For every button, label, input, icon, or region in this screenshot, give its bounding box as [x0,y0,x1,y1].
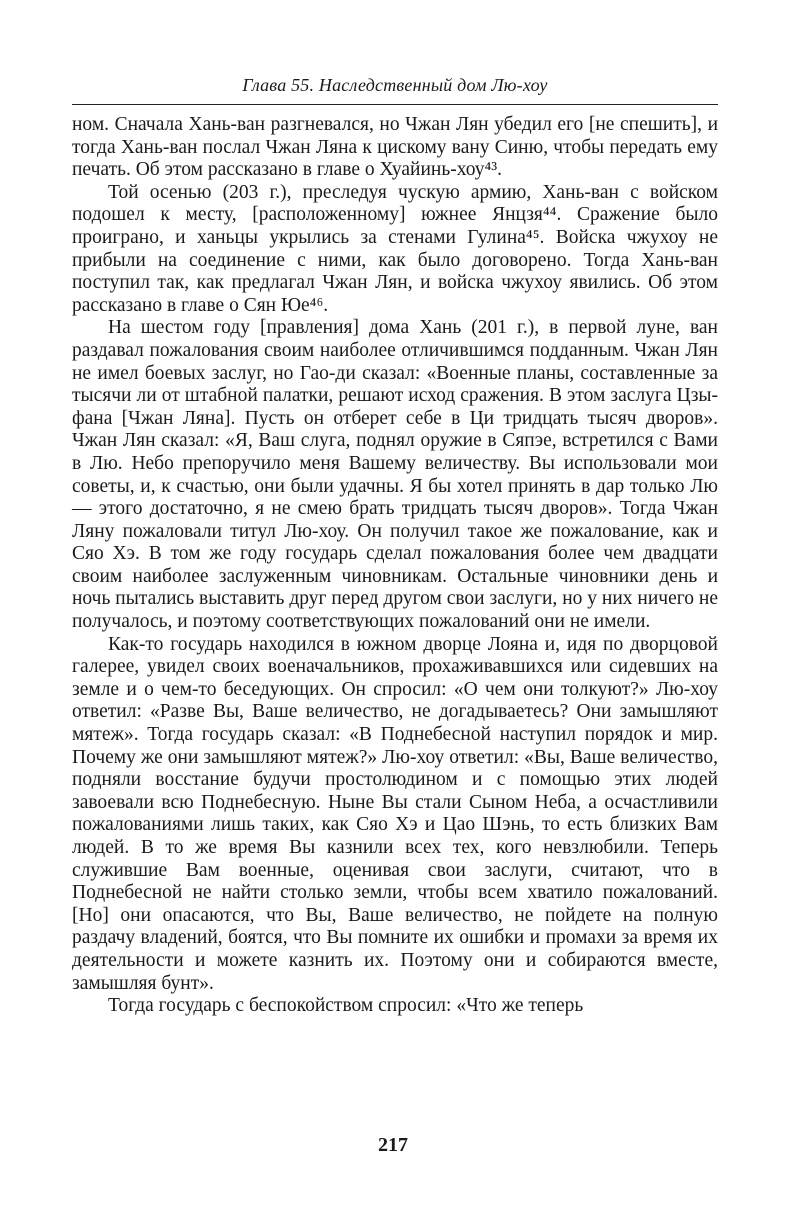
header-rule [72,104,718,105]
paragraph-1: ном. Сначала Хань-ван разгневался, но Чжан Лян убедил его [не спешить], и тогда Хань-ван послал Чжан Ляна к цискому вану Синю, чтобы передать ему печать. Об этом рассказано в главе о Хуайинь-хоу⁴³. [72,114,718,181]
page-number: 217 [378,1134,408,1156]
paragraph-5: Тогда государь с беспокойством спросил: «Что же теперь [108,995,584,1017]
paragraph-3: На шестом году [правления] дома Хань (201 г.), в первой луне, ван раздавал пожалования своим наиболее отличившимся подданным. Чжан Лян не имел боевых заслуг, но Гао-ди сказал: «Военные планы, составленные за тысячи ли от штабной палатки, решают исход сражения. В этом заслуга Цзы-фана [Чжан Ляна]. Пусть он отберет себе в Ци тридцать тысяч дворов». Чжан Лян сказал: «Я, Ваш слуга, поднял оружие в Сяпэе, встретился с Вами в Лю. Небо препоручило меня Вашему величеству. Вы использовали мои советы, и, к счастью, они были удачны. Я бы хотел принять в дар только Лю — этого достаточно, я не смею брать тридцать тысяч дворов». Тогда Чжан Ляну пожаловали титул Лю-хоу. Он получил такое же пожалование, как и Сяо Хэ. В том же году государь сделал пожалования более чем двадцати своим наиболее заслуженным чиновникам. Остальные чиновники день и ночь пытались выставить друг перед другом свои заслуги, но у них ничего не получалось, и поэтому соответствующих пожалований они не имели. [72,317,718,633]
body-text [72,114,718,1018]
running-head: Глава 55. Наследственный дом Лю-хоу [242,75,548,95]
paragraph-4: Как-то государь находился в южном дворце Лояна и, идя по дворцовой галерее, увидел своих военачальников, прохаживавшихся или сидевших на земле и о чем-то беседующих. Он спросил: «О чем они толкуют?» Лю-хоу ответил: «Разве Вы, Ваше величество, не догадываетесь? Они замышляют мятеж». Тогда государь сказал: «В Поднебесной наступил порядок и мир. Почему же они замышляют мятеж?» Лю-хоу ответил: «Вы, Ваше величество, подняли восстание будучи простолюдином и с помощью этих людей завоевали всю Поднебесную. Ныне Вы стали Сыном Неба, а осчастливили пожалованиями лишь таких, как Сяо Хэ и Цао Шэнь, то есть близких Вам людей. В то же время Вы казнили всех тех, кого невзлюбили. Теперь служившие Вам военные, оценивая свои заслуги, считают, что в Поднебесной не найти столько земли, чтобы всем хватило пожалований. [Но] они опасаются, что Вы, Ваше величество, не пойдете на полную раздачу владений, боятся, что Вы помните их ошибки и промахи за время их деятельности и можете казнить их. Поэтому они и собираются вместе, замышляя бунт». [72,633,718,994]
paragraph-2: Той осенью (203 г.), преследуя чускую армию, Хань-ван с войском подошел к месту, [расположенному] южнее Янцзя⁴⁴. Сражение было проиграно, и ханьцы укрылись за стенами Гулина⁴⁵. Войска чжухоу не прибыли на соединение с ними, как было договорено. Тогда Хань-ван поступил так, как предлагал Чжан Лян, и войска чжухоу явились. Об этом рассказано в главе о Сян Юе⁴⁶. [72,181,718,316]
